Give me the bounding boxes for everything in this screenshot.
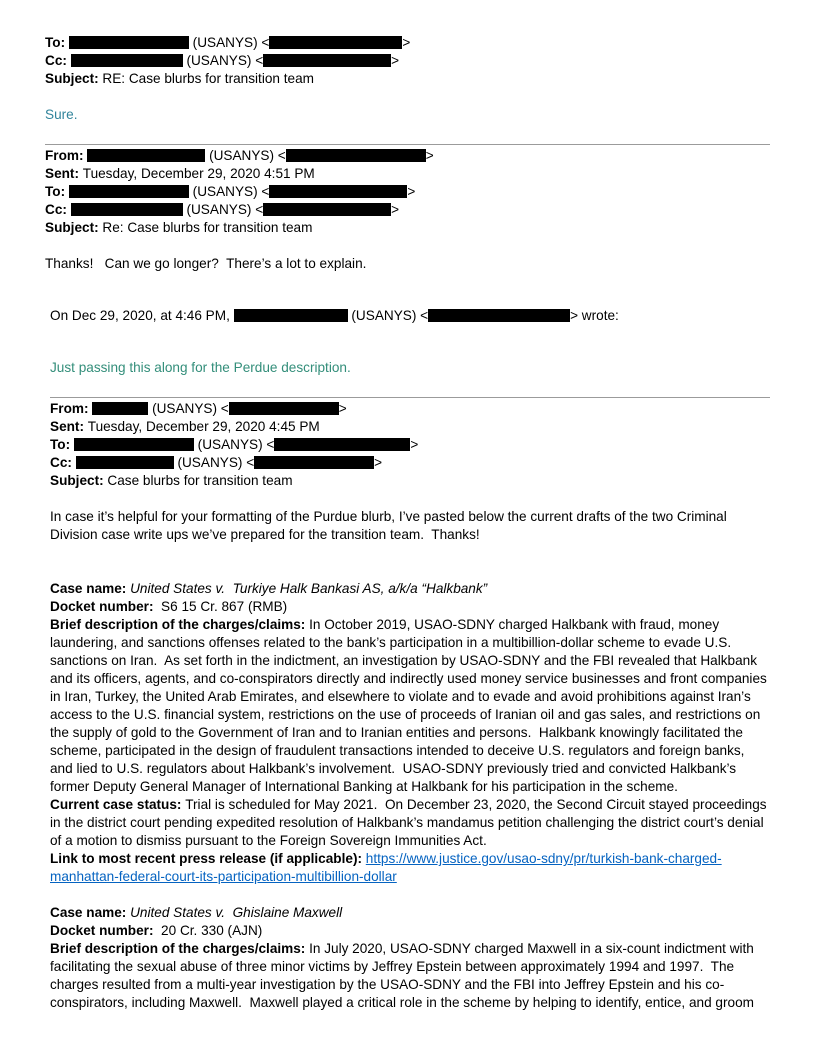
usanys-text: (USANYS) < (193, 437, 275, 452)
cc-label: Cc: (50, 455, 76, 470)
redaction-bar (71, 54, 183, 67)
docket-line (50, 922, 770, 940)
header-line-to (45, 183, 770, 201)
angle-close: > (338, 401, 347, 416)
redaction-bar (254, 456, 374, 469)
press-release-line (50, 850, 770, 886)
header-line-from (45, 147, 770, 165)
forward-note-text: Just passing this along for the Perdue description. (50, 360, 351, 375)
description-label: Brief description of the charges/claims: (50, 941, 310, 956)
redaction-bar (286, 149, 426, 162)
status-paragraph (50, 796, 770, 850)
subject-value: Case blurbs for transition team (107, 473, 293, 488)
subject-label: Subject: (45, 220, 103, 235)
cc-label: Cc: (45, 53, 71, 68)
header-line-cc (50, 454, 770, 472)
press-release-link[interactable]: https://www.justice.gov/usao-sdny/pr/turkish-bank-charged-manhattan-federal-court-its-participation-multibillion-dollar (50, 851, 722, 884)
case-name-line (50, 580, 770, 598)
description-paragraph (50, 940, 770, 1012)
quote-wrote-suffix: > wrote: (570, 308, 619, 323)
redaction-bar (69, 36, 189, 49)
header-line-subject (45, 219, 770, 237)
usanys-text: (USANYS) < (205, 148, 286, 163)
subject-value: Re: Case blurbs for transition team (102, 220, 313, 235)
usanys-text: (USANYS) < (188, 35, 270, 50)
case-name-label: Case name: (50, 581, 131, 596)
usanys-text: (USANYS) < (347, 308, 429, 323)
case-name-line (50, 904, 770, 922)
from-label: From: (45, 148, 88, 163)
subject-label: Subject: (50, 473, 108, 488)
header-line-sent (50, 418, 770, 436)
case-block-maxwell (50, 904, 770, 1012)
angle-close: > (391, 202, 400, 217)
redaction-bar (71, 203, 183, 216)
angle-close: > (410, 437, 419, 452)
status-text: Trial is scheduled for May 2021. On December 23, 2020, the Second Circuit stayed proceedings in the district court pending expedited resolution of Halkbank’s mandamus petition challenging the district court’s denial of a motion to dismiss pursuant to the Foreign Sovereign Immunities Act. (50, 797, 771, 848)
sent-value: Tuesday, December 29, 2020 4:51 PM (82, 166, 315, 181)
divider (50, 397, 770, 398)
redaction-bar (428, 309, 570, 322)
quote-attribution-line (50, 307, 770, 325)
description-paragraph (50, 616, 770, 796)
description-text: In October 2019, USAO-SDNY charged Halkbank with fraud, money laundering, and sanctions offenses related to the bank’s participation in a multibillion-dollar scheme to evade U.S. sanctions on Iran. As set forth in the indictment, an investigation by USAO-SDNY and the FBI revealed that Halkbank and its officers, agents, and co-conspirators directly and indirectly used money service businesses and front companies in Iran, Turkey, the United Arab Emirates, and elsewhere to violate and to evade and avoid prohibitions against Iran’s access to the U.S. financial system, restrictions on the use of proceeds of Iranian oil and gas sales, and restrictions on the supply of gold to the Government of Iran and to Iranian entities and persons. Halkbank knowingly facilitated the scheme, participated in the design of fraudulent transactions intended to deceive U.S. regulators and foreign banks, and lied to U.S. regulators about Halkbank’s involvement. USAO-SDNY previously tried and convicted Halkbank’s former Deputy General Manager of International Banking at Halkbank for his participation in the scheme. (50, 617, 771, 794)
docket-value: S6 15 Cr. 867 (RMB) (161, 599, 288, 614)
email-top-header (45, 34, 770, 88)
docket-label: Docket number: (50, 923, 162, 938)
redaction-bar (92, 402, 148, 415)
redaction-bar (234, 309, 348, 322)
angle-close: > (374, 455, 383, 470)
email-mid-header (45, 147, 770, 237)
usanys-text: (USANYS) < (182, 53, 264, 68)
case-name-label: Case name: (50, 905, 131, 920)
sent-value: Tuesday, December 29, 2020 4:45 PM (87, 419, 320, 434)
press-release-label: Link to most recent press release (if applicable): (50, 851, 366, 866)
header-line-to (50, 436, 770, 454)
quote-prefix: On Dec 29, 2020, at 4:46 PM, (50, 308, 234, 323)
quoted-section (45, 307, 770, 1012)
header-line-sent (45, 165, 770, 183)
header-line-cc (45, 201, 770, 219)
header-line-cc (45, 52, 770, 70)
angle-close: > (402, 35, 411, 50)
docket-label: Docket number: (50, 599, 162, 614)
usanys-text: (USANYS) < (188, 184, 270, 199)
case-name-value: United States v. Ghislaine Maxwell (130, 905, 343, 920)
header-line-subject (45, 70, 770, 88)
redaction-bar (76, 456, 174, 469)
header-line-to (45, 34, 770, 52)
header-line-from (50, 400, 770, 418)
usanys-text: (USANYS) < (148, 401, 229, 416)
usanys-text: (USANYS) < (182, 202, 264, 217)
status-label: Current case status: (50, 797, 186, 812)
docket-line (50, 598, 770, 616)
cc-label: Cc: (45, 202, 71, 217)
case-name-value: United States v. Turkiye Halk Bankasi AS, a/k/a “Halkbank” (130, 581, 488, 596)
header-line-subject (50, 472, 770, 490)
intro-paragraph: In case it’s helpful for your formatting of the Purdue blurb, I’ve pasted below the current drafts of the two Criminal Division case write ups we’ve prepared for the transition team. Thanks! (50, 509, 731, 542)
angle-close: > (407, 184, 416, 199)
subject-label: Subject: (45, 71, 103, 86)
angle-close: > (391, 53, 400, 68)
reply-body-text: Sure. (45, 107, 78, 122)
redaction-bar (69, 185, 189, 198)
redaction-bar (87, 149, 205, 162)
redaction-bar (229, 402, 339, 415)
redaction-bar (263, 203, 391, 216)
description-label: Brief description of the charges/claims: (50, 617, 310, 632)
email-inner-header (50, 400, 770, 490)
redaction-bar (274, 438, 410, 451)
sent-label: Sent: (45, 166, 83, 181)
description-text: In July 2020, USAO-SDNY charged Maxwell in a six-count indictment with facilitating the sexual abuse of three minor victims by Jeffrey Epstein between approximately 1994 and 1997. The charges resulted from a multi-year investigation by the USAO-SDNY and the FBI into Jeffrey Epstein and his co-conspirators, including Maxwell. Maxwell played a critical role in the scheme by helping to identify, entice, and groom (50, 941, 758, 1010)
subject-value: RE: Case blurbs for transition team (102, 71, 314, 86)
divider (45, 144, 770, 145)
angle-close: > (425, 148, 434, 163)
case-block-halkbank (50, 580, 770, 886)
redaction-bar (263, 54, 391, 67)
from-label: From: (50, 401, 93, 416)
usanys-text: (USANYS) < (173, 455, 255, 470)
to-label: To: (45, 35, 69, 50)
to-label: To: (45, 184, 69, 199)
sent-label: Sent: (50, 419, 88, 434)
redaction-bar (269, 36, 402, 49)
redaction-bar (269, 185, 407, 198)
redaction-bar (74, 438, 194, 451)
to-label: To: (50, 437, 74, 452)
docket-value: 20 Cr. 330 (AJN) (161, 923, 263, 938)
mid-body-text: Thanks! Can we go longer? There’s a lot to explain. (45, 256, 367, 271)
